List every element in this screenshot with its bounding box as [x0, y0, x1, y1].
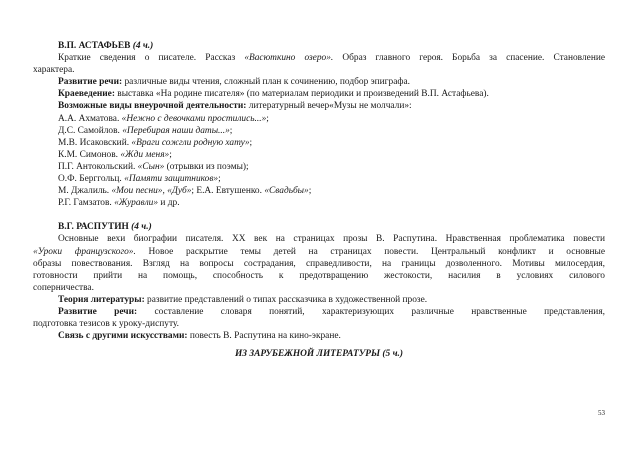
poem-line: А.А. Ахматова. «Нежно с девочками простились...»; [58, 113, 269, 124]
paragraph-line: образы повествования. Взгляд на вопросы сострадания, справедливости, на границы дозволенного. Мотивы милосердия, [33, 258, 605, 269]
extracurricular: Возможные виды внеурочной деятельности: литературный вечер«Музы не молчали»: [58, 101, 412, 112]
paragraph-line: характера. [33, 65, 75, 76]
poem-line: Р.Г. Гамзатов. «Журавли» и др. [58, 198, 180, 209]
document-page [33, 40, 605, 360]
poem-line: М.В. Исаковский. «Враги сожгли родную хату»; [58, 137, 253, 148]
paragraph-line: «Уроки французского». Новое раскрытие темы детей на страницах повести. Центральный конфликт и основные [33, 246, 605, 257]
poem-line: О.Ф. Берггольц. «Памяти защитников»; [58, 174, 221, 185]
foreign-literature-heading: ИЗ ЗАРУБЕЖНОЙ ЛИТЕРАТУРЫ (5 ч.) [235, 349, 403, 360]
paragraph-line: подготовка тезисов к уроку-диспуту. [33, 319, 180, 330]
paragraph-line: Основные вехи биографии писателя. XX век на страницах прозы В. Распутина. Нравственная проблематика повести [58, 234, 605, 245]
poem-line: Д.С. Самойлов. «Перебирая наши даты...»; [58, 125, 233, 136]
paragraph-line: Краткие сведения о писателе. Рассказ «Васюткино озеро». Образ главного героя. Борьба за спасение. Становление [58, 53, 606, 64]
speech-development: Развитие речи: составление словаря понятий, характеризующих различные нравственные представления, [58, 306, 605, 317]
section-heading-rasputin: В.Г. РАСПУТИН (4 ч.) [58, 222, 152, 233]
speech-development: Развитие речи: различные виды чтения, сложный план к сочинению, подбор эпиграфа. [58, 77, 410, 88]
poem-line: П.Г. Антокольский. «Сын» (отрывки из поэмы); [58, 161, 249, 172]
local-history: Краеведение: выставка «На родине писателя» (по материалам периодики и произведений В.П. Астафьева). [58, 89, 489, 100]
poem-line: М. Джалиль. «Мои песни», «Дуб»; Е.А. Евтушенко. «Свадьбы»; [58, 186, 312, 197]
section-heading-astafiev: В.П. АСТАФЬЕВ (4 ч.) [58, 41, 154, 51]
page-number: 53 [598, 409, 605, 417]
literary-theory: Теория литературы: развитие представлений о типах рассказчика в художественной прозе. [58, 294, 428, 305]
paragraph-line: готовности прийти на помощь, способность к предотвращению жестокости, насилия в условиях силового [33, 270, 605, 281]
paragraph-line: соперничества. [33, 282, 94, 293]
arts-connection: Связь с другими искусствами: повесть В. Распутина на кино-экране. [58, 331, 341, 342]
poem-line: К.М. Симонов. «Жди меня»; [58, 149, 172, 160]
